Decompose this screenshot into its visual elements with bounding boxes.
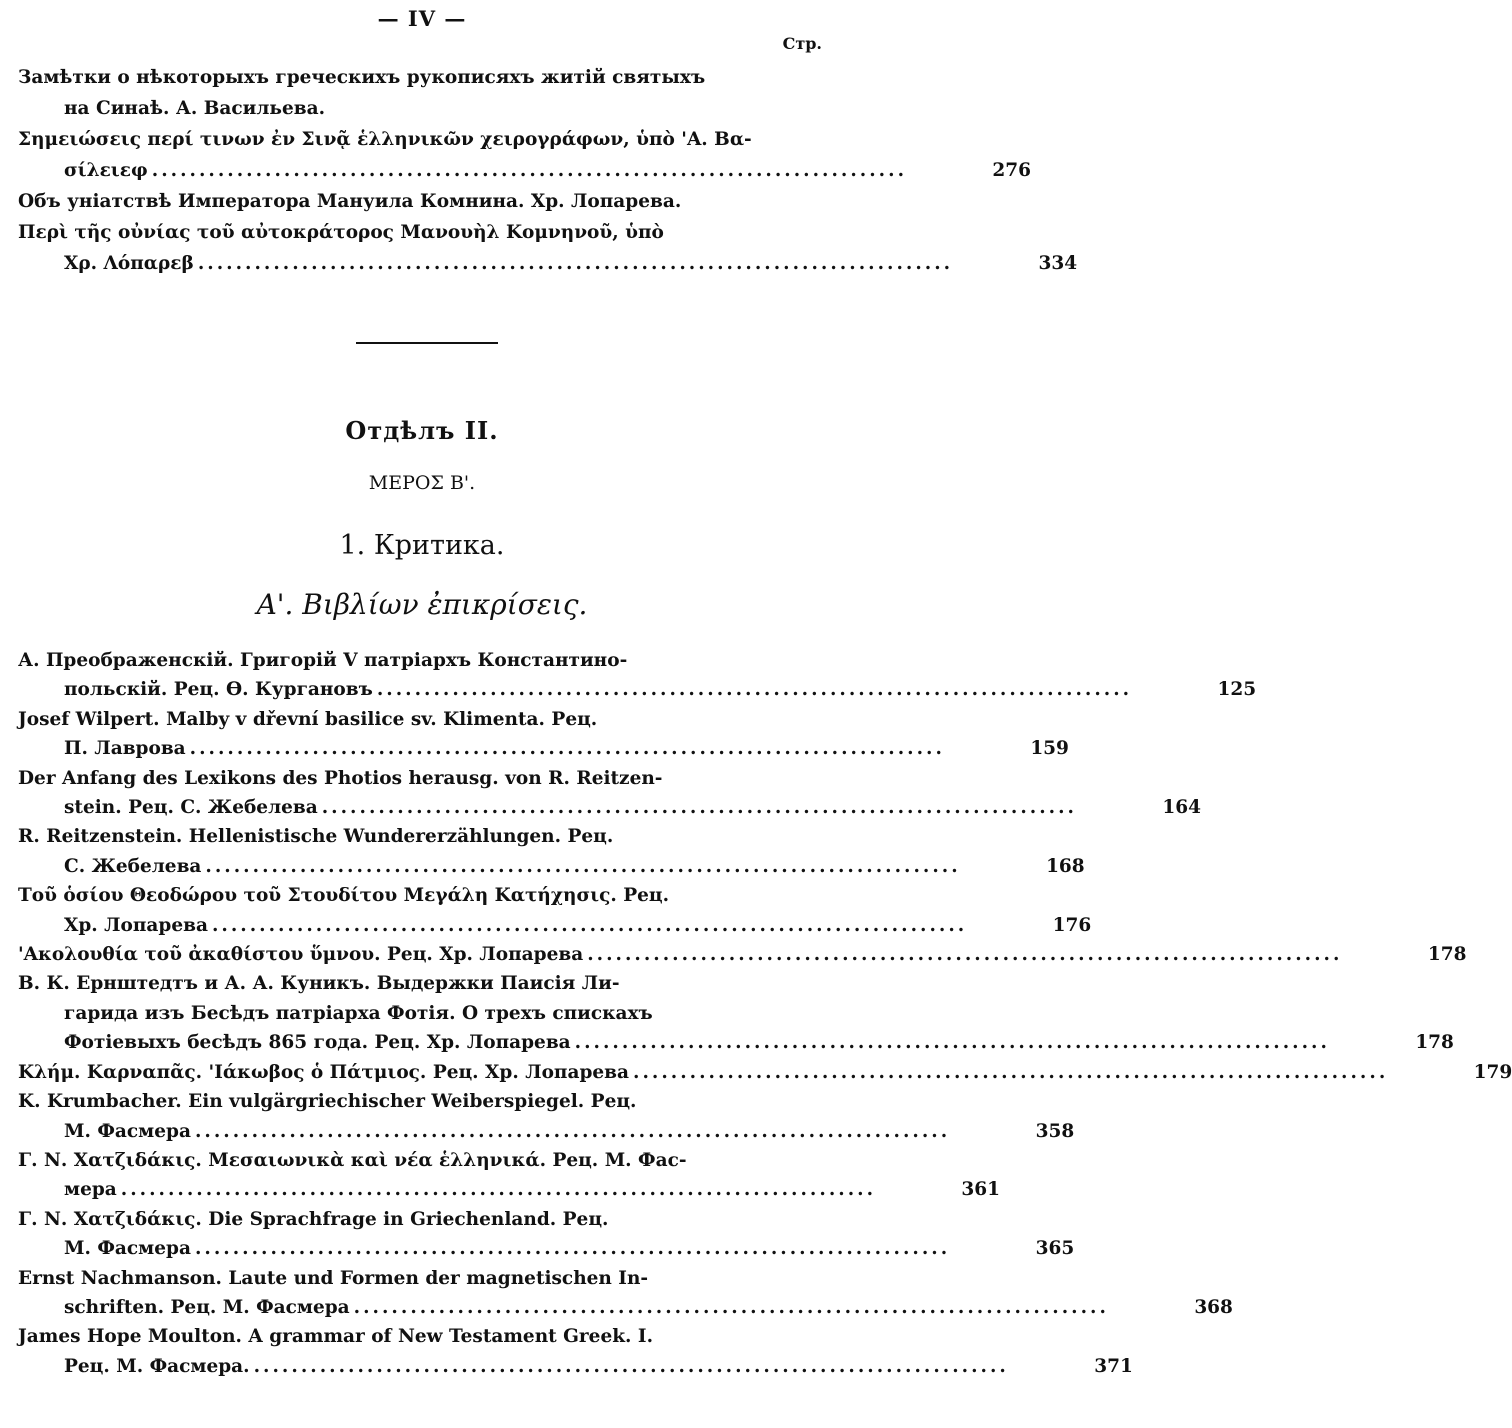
toc-entry xyxy=(18,1146,1001,1205)
toc-entry-text: В. К. Ернштедтъ и А. А. Куникъ. Выдержки Паисія Ли- xyxy=(18,973,620,995)
toc-entry-text: Объ уніатствѣ Императора Мануила Комнина. Хр. Лопарева. xyxy=(18,191,682,212)
toc-entry-text: Κλήμ. Καρναπᾶς. 'Ιάκωβος ὁ Πάτμιος. Рец. Хр. Лопарева xyxy=(18,1061,629,1083)
leader-dots: ................................................................................ xyxy=(353,1296,1109,1318)
page-number: 361 xyxy=(961,1179,1001,1201)
toc-entry-text: Фотіевыхъ бесѣдъ 865 года. Рец. Хр. Лопарева xyxy=(64,1032,571,1054)
section-heading: 1. Критика. xyxy=(339,530,505,561)
leader-dots: ................................................................................ xyxy=(197,253,954,274)
toc-entry-text: Γ. Ν. Χατζιδάκις. Μεσαιωνικὰ καὶ νέα ἑλληνικά. Рец. М. Фас- xyxy=(18,1149,687,1171)
section-title: Отдѣлъ II. xyxy=(345,416,499,445)
toc-entry-text: Замѣтки о нѣкоторыхъ греческихъ рукописяхъ житій святыхъ xyxy=(18,67,706,88)
reviews-contents xyxy=(18,646,1512,1381)
toc-entry xyxy=(18,1058,1512,1087)
section-divider xyxy=(356,342,498,344)
toc-entry xyxy=(18,881,1092,940)
toc-entry-text: Ernst Nachmanson. Laute und Formen der magnetischen In- xyxy=(18,1267,649,1289)
toc-entry-text: гарида изъ Бесѣдъ патріарха Фотія. О трехъ спискахъ xyxy=(64,1002,653,1024)
toc-entry-text: П. Лаврова xyxy=(64,738,186,760)
toc-entry xyxy=(18,62,824,124)
toc-entry xyxy=(18,1322,1133,1381)
toc-entry-text: Josef Wilpert. Malby v dřevní basilice sv. Klimenta. Рец. xyxy=(18,708,598,730)
toc-entry xyxy=(18,1205,1075,1264)
toc-entry-text: С. Жебелева xyxy=(64,855,202,877)
leader-dots: ................................................................................ xyxy=(120,1179,877,1201)
leader-dots: ................................................................................ xyxy=(194,1120,951,1142)
toc-entry-text: мера xyxy=(64,1179,117,1201)
toc-entry-text: Хр. Лопарева xyxy=(64,914,208,936)
page-number: 368 xyxy=(1194,1296,1233,1318)
top-contents xyxy=(18,62,1078,279)
toc-entry-text: польскій. Рец. Ѳ. Кургановъ xyxy=(64,679,373,701)
leader-dots: ................................................................................ xyxy=(376,679,1133,701)
leader-dots: ................................................................................ xyxy=(633,1061,1389,1083)
toc-entry xyxy=(18,705,1069,764)
page-number: 125 xyxy=(1217,679,1257,701)
toc-entry-text: Σημειώσεις περί τινων ἐν Σινᾷ ἑλληνικῶν χειρογράφων, ὑπὸ 'Α. Βα- xyxy=(18,129,752,150)
page-number: 276 xyxy=(992,160,1032,181)
toc-entry-text: Der Anfang des Lexikons des Photios herausg. von R. Reitzen- xyxy=(18,767,663,789)
leader-dots: ................................................................................ xyxy=(151,160,908,181)
toc-entry-text: Τοῦ ὁσίου Θεοδώρου τοῦ Στουδίτου Μεγάλη Κατήχησις. Рец. xyxy=(18,885,670,907)
leader-dots: ................................................................................ xyxy=(205,855,961,877)
toc-entry xyxy=(18,969,1454,1057)
toc-entry-text: stein. Рец. С. Жебелева xyxy=(64,797,318,819)
page-number: 164 xyxy=(1162,797,1201,819)
page-column-label: Стр. xyxy=(782,34,822,53)
toc-entry-text: James Hope Moulton. A grammar of New Testament Greek. I. xyxy=(18,1326,654,1348)
toc-entry-text: schriften. Рец. М. Фасмера xyxy=(64,1296,350,1318)
page-number: 365 xyxy=(1035,1238,1075,1260)
toc-entry xyxy=(18,822,1085,881)
toc-entry xyxy=(18,1264,1233,1323)
page-number: 176 xyxy=(1052,914,1092,936)
page-number: 179 xyxy=(1473,1061,1512,1083)
section-subtitle: ΜΕΡΟΣ Β'. xyxy=(368,472,476,494)
toc-entry-text: А. Преображенскій. Григорій V патріархъ Константино- xyxy=(18,650,628,671)
toc-entry xyxy=(18,1087,1075,1146)
page-header: — IV — xyxy=(377,6,467,31)
page-number: 178 xyxy=(1415,1032,1454,1054)
leader-dots: ................................................................................ xyxy=(321,797,1077,819)
page-number: 168 xyxy=(1046,855,1085,877)
toc-entry xyxy=(18,217,1078,279)
toc-entry-text: Χρ. Λόπαρεβ xyxy=(64,253,194,274)
toc-entry xyxy=(18,124,1032,186)
leader-dots: ................................................................................ xyxy=(211,914,968,936)
leader-dots: ................................................................................ xyxy=(587,944,1343,966)
toc-entry-text: на Синаѣ. А. Васильева. xyxy=(64,98,326,119)
toc-entry xyxy=(18,764,1201,823)
page-number: 358 xyxy=(1035,1120,1075,1142)
page-number: 371 xyxy=(1094,1355,1133,1377)
toc-entry-text: 'Ακολουθία τοῦ ἀκαθίστου ὕμνου. Рец. Хр. Лопарева xyxy=(18,944,584,966)
toc-entry-text: K. Krumbacher. Ein vulgärgriechischer Weiberspiegel. Рец. xyxy=(18,1091,637,1113)
toc-entry-text: Γ. Ν. Χατζιδάκις. Die Sprachfrage in Griechenland. Рец. xyxy=(18,1208,609,1230)
toc-entry-text: М. Фасмера xyxy=(64,1238,191,1260)
page-number: 334 xyxy=(1038,253,1078,274)
toc-entry-text: М. Фасмера xyxy=(64,1120,191,1142)
leader-dots: ................................................................................ xyxy=(189,738,945,760)
page-number: 178 xyxy=(1427,944,1467,966)
toc-entry-text: Рец. М. Фасмера. xyxy=(64,1355,250,1377)
toc-entry-text: Περὶ τῆς οὐνίας τοῦ αὐτοκράτορος Μανουὴλ Κομνηνοῦ, ὑπὸ xyxy=(18,222,664,243)
toc-entry xyxy=(18,940,1467,969)
toc-entry-text: σίλειεφ xyxy=(64,160,148,181)
toc-entry xyxy=(18,186,824,217)
leader-dots: ................................................................................ xyxy=(574,1032,1330,1054)
section-subheading: Α'. Βιβλίων ἐπικρίσεις. xyxy=(256,588,588,621)
toc-entry xyxy=(18,646,1257,705)
page-number: 159 xyxy=(1030,738,1069,760)
toc-entry-text: R. Reitzenstein. Hellenistische Wundererzählungen. Рец. xyxy=(18,826,614,848)
leader-dots: ................................................................................ xyxy=(253,1355,1009,1377)
leader-dots: ................................................................................ xyxy=(194,1238,951,1260)
